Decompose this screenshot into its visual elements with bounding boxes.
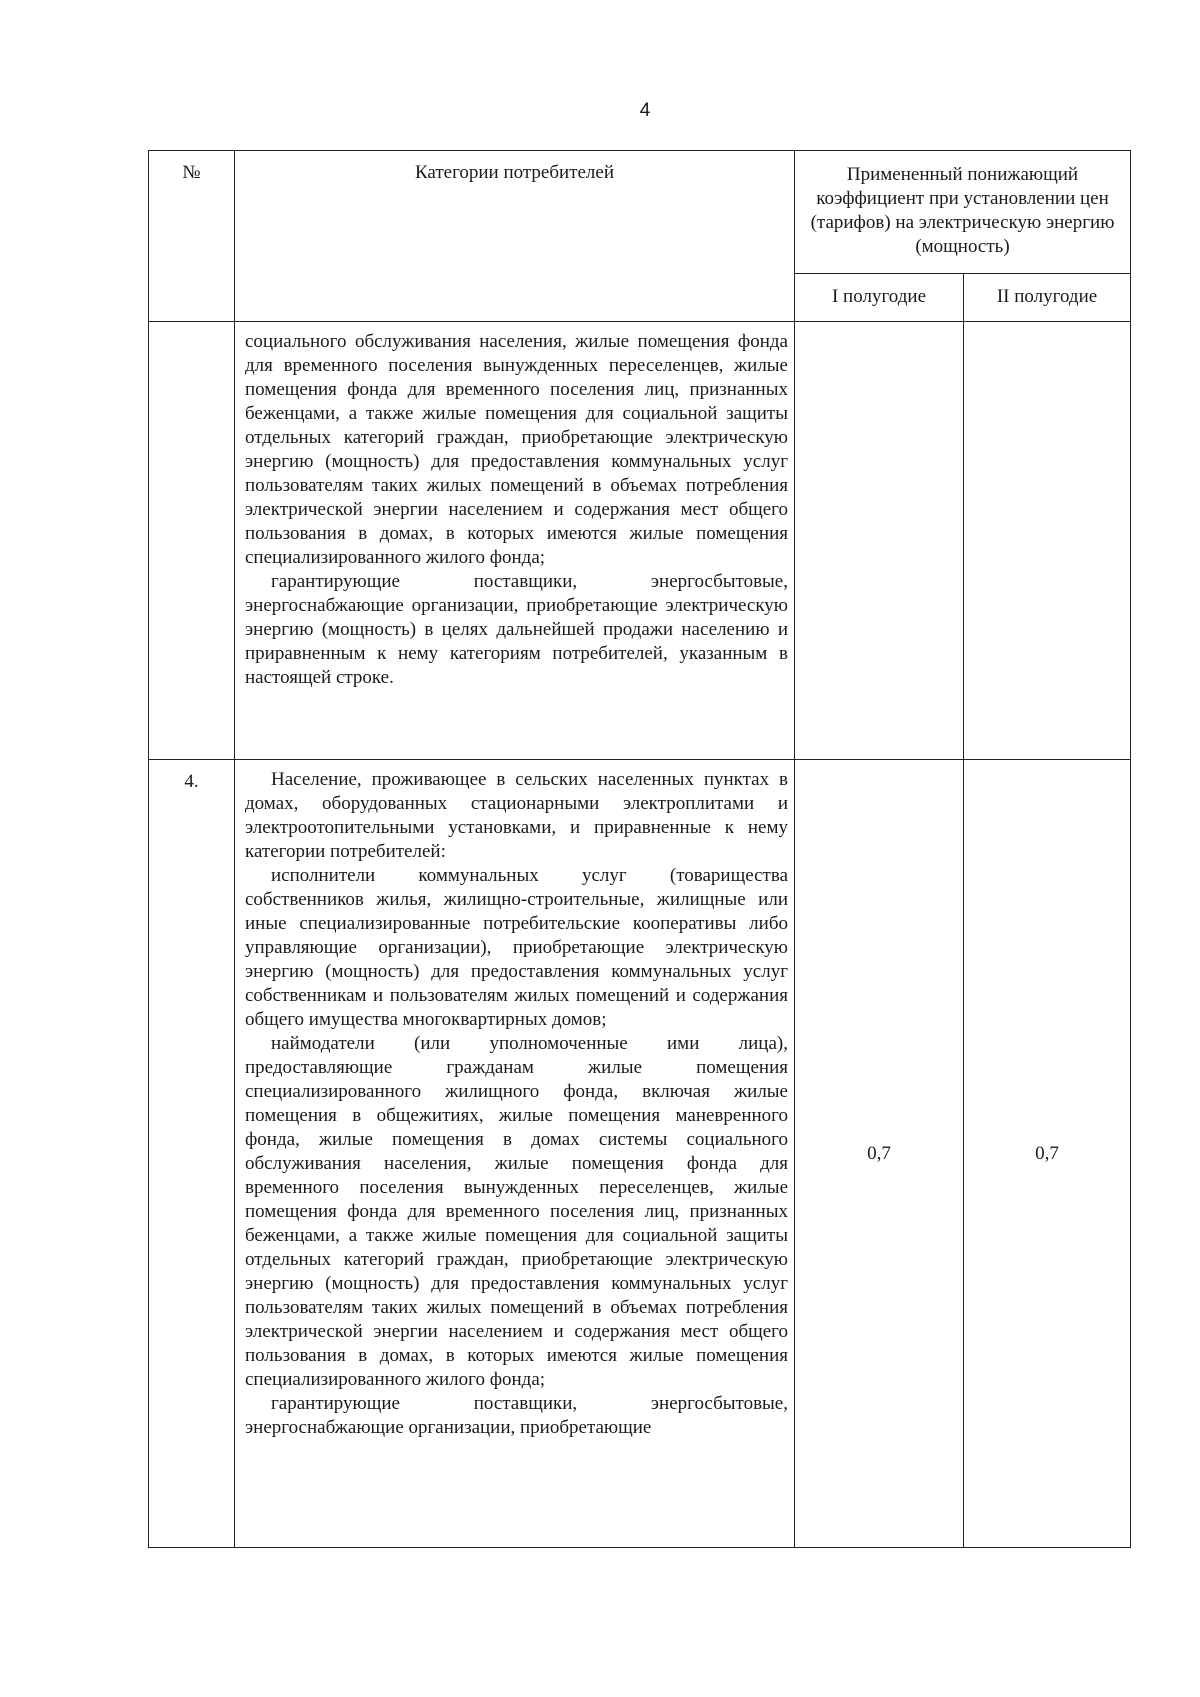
half1-value: [795, 322, 964, 760]
header-category: Категории потребителей: [235, 151, 795, 322]
header-half2: II полугодие: [964, 273, 1131, 321]
category-paragraph: социального обслуживания населения, жилые помещения фонда для временного поселения вынужденных переселенцев, жилые помещения фонда для временного поселения лиц, признанных беженцами, а также жилые помещения для социальной защиты отдельных категорий граждан, приобретающие электрическую энергию (мощность) для предоставления коммунальных услуг пользователям таких жилых помещений в объемах потребления электрической энергии населением и содержания мест общего пользования в домах, в которых имеются жилые помещения специализированного жилого фонда;: [245, 331, 788, 568]
header-num: №: [149, 151, 235, 322]
category-paragraph: гарантирующие поставщики, энергосбытовые, энергоснабжающие организации, приобретающие: [245, 1393, 788, 1438]
row-number: [149, 322, 235, 760]
table-row: [149, 760, 1131, 1548]
header-coefficient: Примененный понижающий коэффициент при установлении цен (тарифов) на электрическую энергию (мощность): [795, 151, 1131, 274]
table-row: [149, 322, 1131, 760]
category-paragraph: гарантирующие поставщики, энергосбытовые, энергоснабжающие организации, приобретающие электрическую энергию (мощность) в целях дальнейшей продажи населению и приравненным к нему категориям потребителей, указанным в настоящей строке.: [245, 571, 788, 688]
table-header-row: [149, 151, 1131, 274]
category-cell: [235, 322, 795, 760]
row-number: 4.: [149, 760, 235, 1548]
header-half1: I полугодие: [795, 273, 964, 321]
category-cell: [235, 760, 795, 1548]
category-paragraph: наймодатели (или уполномоченные ими лица), предоставляющие гражданам жилые помещения специализированного жилищного фонда, включая жилые помещения в общежитиях, жилые помещения маневренного фонда, жилые помещения в домах системы социального обслуживания населения, жилые помещения фонда для временного поселения вынужденных переселенцев, жилые помещения фонда для временного поселения лиц, признанных беженцами, а также жилые помещения для социальной защиты отдельных категорий граждан, приобретающие электрическую энергию (мощность) для предоставления коммунальных услуг пользователям таких жилых помещений в объемах потребления электрической энергии населением и содержания мест общего пользования в домах, в которых имеются жилые помещения специализированного жилого фонда;: [245, 1033, 788, 1390]
half1-value: 0,7: [795, 760, 964, 1548]
tariff-table: [148, 150, 1131, 1548]
half2-value: [964, 322, 1131, 760]
page-number: 4: [639, 100, 651, 121]
category-paragraph: Население, проживающее в сельских населенных пунктах в домах, оборудованных стационарными электроплитами и электроотопительными установками, и приравненные к нему категории потребителей:: [245, 769, 788, 862]
half2-value: 0,7: [964, 760, 1131, 1548]
category-paragraph: исполнители коммунальных услуг (товарищества собственников жилья, жилищно-строительные, жилищные или иные специализированные потребительские кооперативы либо управляющие организации), приобретающие электрическую энергию (мощность) для предоставления коммунальных услуг собственникам и пользователям жилых помещений и содержания общего имущества многоквартирных домов;: [245, 865, 788, 1030]
